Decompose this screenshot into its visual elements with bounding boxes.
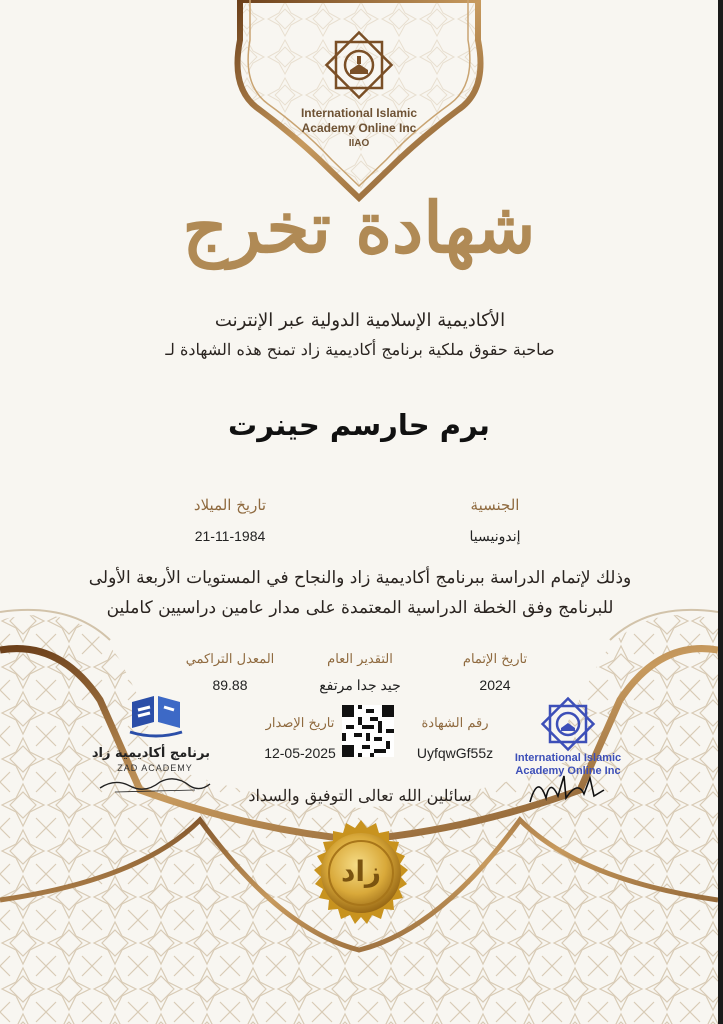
completion-date-value: 2024 — [479, 677, 511, 693]
recipient-name: برم حارسم حينرت — [228, 408, 490, 442]
completion-date-label: تاريخ الإتمام — [462, 652, 528, 667]
certificate-title: شهادة تخرج — [182, 186, 536, 269]
nationality-value: إندونيسيا — [469, 528, 521, 544]
qr-code-icon — [342, 705, 394, 757]
academy-abbr: IIAO — [348, 138, 370, 149]
issuer-line-2: صاحبة حقوق ملكية برنامج أكاديمية زاد تمنح هذه الشهادة لـ — [165, 340, 555, 359]
birth-date-value: 21-11-1984 — [194, 528, 266, 544]
iiao-logo-name-line1: International Islamic — [514, 752, 622, 764]
iiao-logo-name-line2: Academy Online Inc — [515, 765, 621, 777]
nationality-label: الجنسية — [470, 496, 520, 514]
closing-prayer: سائلين الله تعالى التوفيق والسداد — [248, 786, 472, 805]
gpa-label: المعدل التراكمي — [185, 652, 275, 667]
zad-logo-text-ar: برنامج أكاديمية زاد — [91, 746, 210, 761]
certificate-number-label: رقم الشهادة — [421, 716, 489, 731]
certificate-number-value: UyfqwGf55z — [416, 745, 494, 761]
statement-line-2: للبرنامج وفق الخطة الدراسية المعتمدة على مدار عامين دراسيين كاملين — [106, 598, 614, 618]
birth-date-label: تاريخ الميلاد — [193, 496, 267, 514]
gpa-value: 89.88 — [212, 677, 248, 693]
academy-name-en-line1: International Islamic — [300, 106, 418, 120]
overall-grade-value: جيد جدا مرتفع — [319, 677, 401, 693]
overall-grade-label: التقدير العام — [327, 652, 393, 667]
issue-date-value: 12-05-2025 — [264, 745, 336, 761]
issue-date-label: تاريخ الإصدار — [265, 716, 335, 731]
iiao-blue-logo-icon — [540, 696, 596, 752]
zad-academy-logo-icon — [124, 692, 188, 742]
issuer-line-1: الأكاديمية الإسلامية الدولية عبر الإنترنت — [214, 310, 506, 331]
seal-text: زاد — [340, 855, 382, 888]
statement-line-1: وذلك لإتمام الدراسة ببرنامج أكاديمية زاد والنجاح في المستويات الأربعة الأولى — [88, 568, 632, 588]
zad-logo-text-en: ZAD ACADEMY — [117, 763, 193, 773]
academy-name-en-line2: Academy Online Inc — [301, 121, 417, 135]
iiao-logo-icon — [324, 30, 394, 100]
